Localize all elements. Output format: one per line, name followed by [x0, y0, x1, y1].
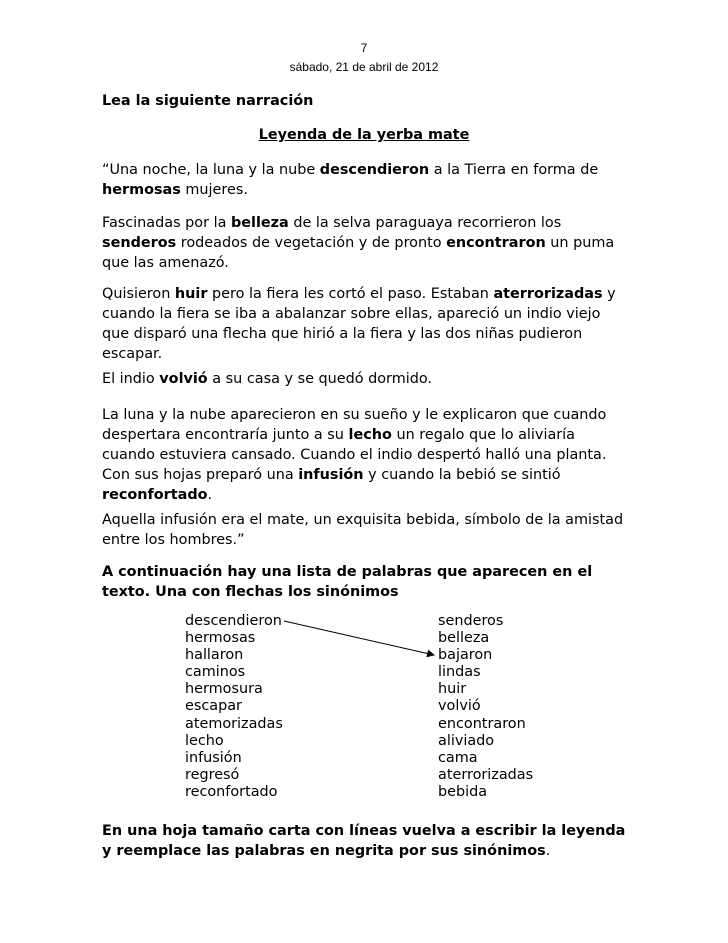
right-word: senderos — [438, 613, 504, 629]
right-word: huir — [438, 681, 467, 698]
bold-word: descendieron — [319, 162, 430, 178]
right-word: belleza — [438, 630, 490, 647]
right-word: aliviado — [438, 732, 495, 749]
text-run: despertara encontraría junto a su — [102, 427, 349, 443]
bold-word: En una hoja tamaño carta con líneas vuelva a escribir la leyenda — [102, 823, 626, 839]
text-run: cuando estuviera cansado. Cuando el indio despertó halló una planta. — [102, 447, 607, 463]
left-word: regresó — [185, 766, 240, 783]
text-run: La luna y la nube aparecieron en su sueño y le explicaron que cuando — [102, 407, 607, 423]
arrow-line — [284, 621, 434, 655]
text-run: El indio — [102, 371, 160, 387]
bold-word: senderos — [102, 235, 177, 251]
bold-word: encontraron — [446, 235, 546, 251]
text-run: un puma — [545, 235, 615, 251]
left-word: escapar — [185, 698, 242, 715]
text-run: pero la fiera les cortó el paso. Estaban — [207, 286, 494, 302]
intro-heading: Lea la siguiente narración — [102, 93, 314, 109]
text-run: y cuando la bebió se sintió — [363, 467, 561, 483]
text-run: que las amenazó. — [102, 255, 229, 271]
document-title: Leyenda de la yerba mate — [258, 127, 470, 143]
left-word: lecho — [185, 732, 224, 749]
left-word: atemorizadas — [185, 715, 283, 732]
bold-word: lecho — [348, 427, 392, 443]
right-word: bebida — [438, 783, 488, 800]
bold-word: volvió — [159, 371, 208, 387]
text-run: Fascinadas por la — [102, 215, 231, 231]
left-word: reconfortado — [185, 783, 278, 800]
text-run: y — [602, 286, 616, 302]
text-run: cuando la fiera se iba a abalanzar sobre ellas, apareció un indio viejo — [102, 306, 601, 322]
text-run: Aquella infusión era el mate, un exquisita bebida, símbolo de la amistad — [102, 512, 624, 528]
text-run: que disparó una flecha que hirió a la fiera y las dos niñas pudieron — [102, 326, 583, 342]
text-run: “Una noche, la luna y la nube — [102, 162, 320, 178]
text-line — [102, 841, 632, 861]
right-word: encontraron — [438, 715, 526, 732]
text-run: Quisieron — [102, 286, 175, 302]
bold-word: y reemplace las palabras en negrita por sus sinónimos — [102, 843, 546, 859]
left-word: descendieron — [185, 613, 282, 629]
bold-word: aterrorizadas — [493, 286, 603, 302]
text-run: de la selva paraguaya recorrieron los — [288, 215, 562, 231]
text-run: rodeados de vegetación y de pronto — [176, 235, 447, 251]
bold-word: belleza — [230, 215, 289, 231]
bold-word: hermosas — [102, 182, 181, 198]
instruction-line-2: texto. Una con flechas los sinónimos — [102, 584, 399, 600]
text-run: escapar. — [102, 346, 163, 362]
text-run: entre los hombres.” — [102, 532, 245, 548]
text-run: Con sus hojas preparó una — [102, 467, 299, 483]
instruction-line-1: A continuación hay una lista de palabras que aparecen en el — [102, 564, 593, 580]
bold-word: reconfortado — [102, 487, 208, 503]
bold-word: infusión — [298, 467, 364, 483]
left-word: hallaron — [185, 647, 244, 664]
left-word: infusión — [185, 749, 242, 766]
right-word: bajaron — [438, 647, 493, 664]
left-word: hermosas — [185, 630, 256, 647]
text-run: mujeres. — [180, 182, 248, 198]
text-run: un regalo que lo aliviaría — [391, 427, 575, 443]
page-number: 7 — [360, 41, 368, 55]
final-instruction — [102, 821, 632, 861]
text-run: a la Tierra en forma de — [429, 162, 599, 178]
text-run: . — [207, 487, 213, 503]
text-run: a su casa y se quedó dormido. — [207, 371, 433, 387]
right-word: volvió — [438, 698, 481, 715]
right-word: cama — [438, 749, 478, 766]
left-word: hermosura — [185, 681, 263, 698]
text-run: . — [545, 843, 551, 859]
left-word: caminos — [185, 664, 246, 681]
right-word: aterrorizadas — [438, 766, 534, 783]
bold-word: huir — [174, 286, 208, 302]
right-word: lindas — [438, 664, 481, 681]
header-date: sábado, 21 de abril de 2012 — [289, 60, 439, 74]
text-line — [102, 821, 632, 841]
